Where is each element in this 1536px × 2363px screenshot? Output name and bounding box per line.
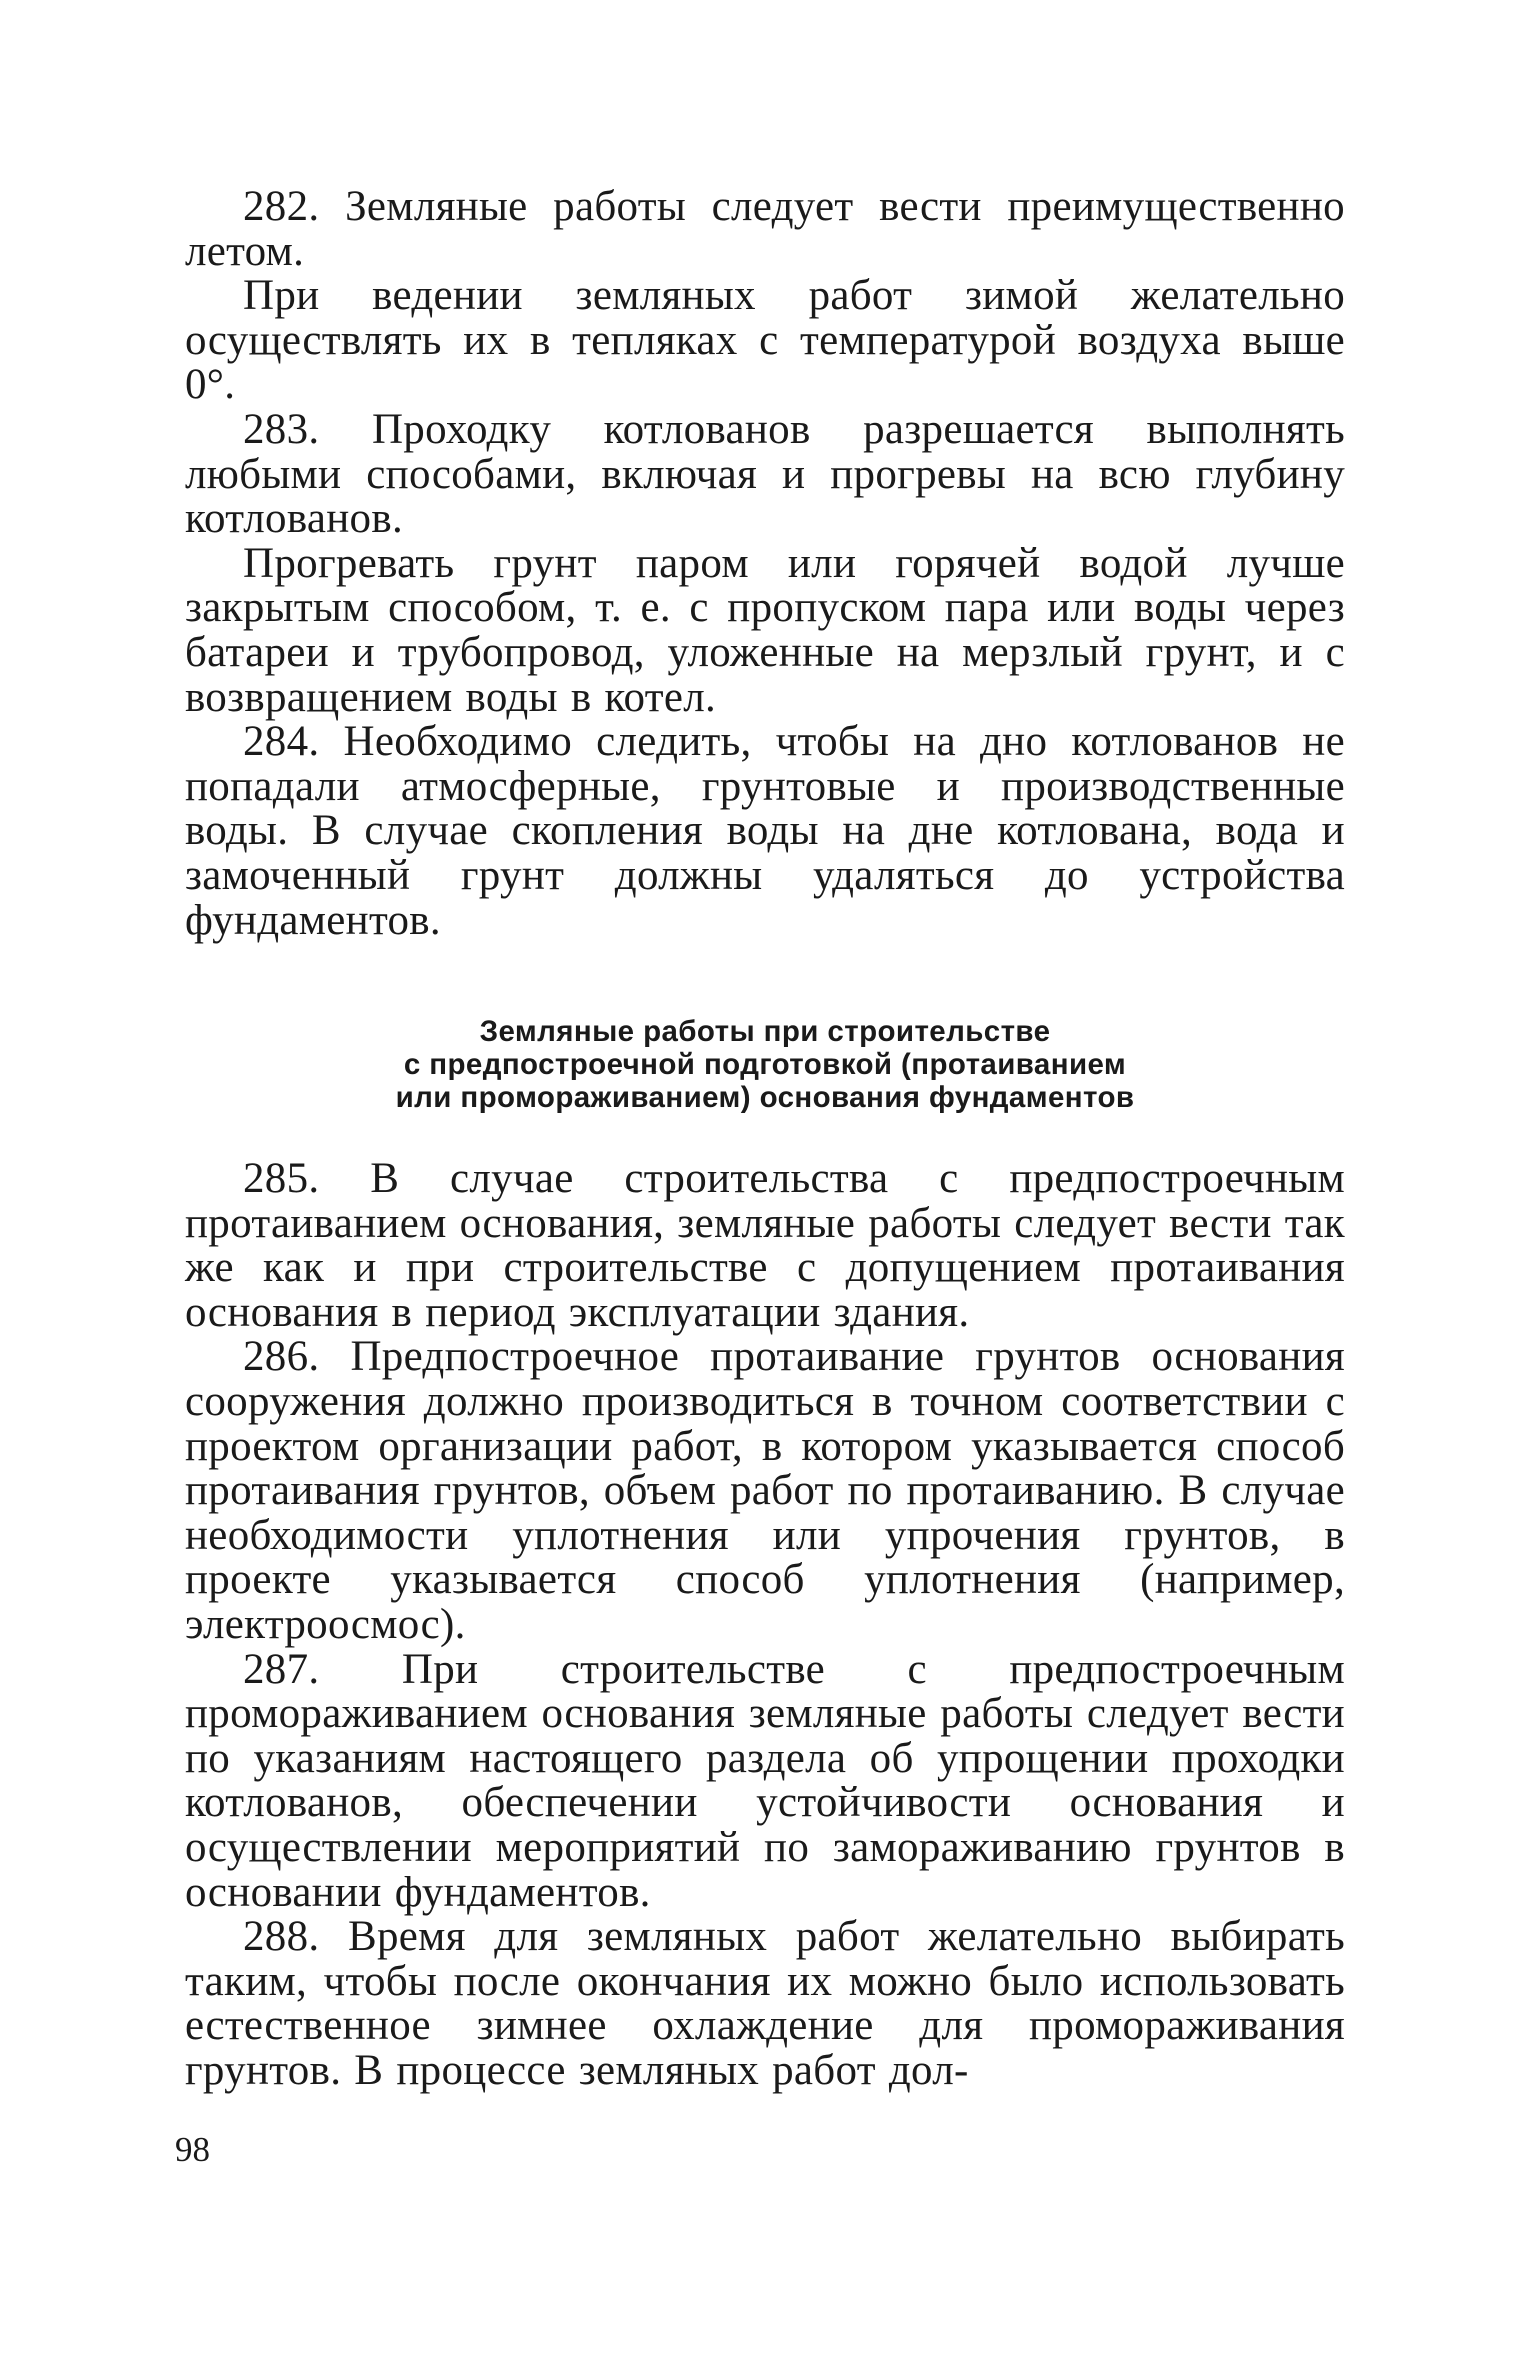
section-heading-line: с предпостроечной подготовкой (протаиванием — [403, 1048, 1127, 1082]
page-body — [185, 185, 1345, 2094]
paragraph-282: 282. Земляные работы следует вести преимущественно летом. — [185, 183, 1345, 275]
section-heading-line: Земляные работы при строительстве — [479, 1015, 1051, 1049]
paragraph-288: 288. Время для земляных работ желательно выбирать таким, чтобы после окончания их можно было использовать естественное зимнее охлаждение для промораживания грунтов. В процессе земляных работ дол- — [185, 1913, 1345, 2094]
section-heading-line: или промораживанием) основания фундаментов — [395, 1081, 1135, 1115]
paragraph-284: 284. Необходимо следить, чтобы на дно котлованов не попадали атмосферные, грунтовые и производственные воды. В случае скопления воды на дне котлована, вода и замоченный грунт должны удаляться до устройства фундаментов. — [185, 718, 1345, 944]
paragraph-286: 286. Предпостроечное протаивание грунтов основания сооружения должно производиться в точном соответствии с проектом организации работ, в котором указывается способ протаивания грунтов, объем работ по протаиванию. В случае необходимости уплотнения или упрочения грунтов, в проекте указывается способ уплотнения (например, электроосмос). — [185, 1333, 1345, 1649]
paragraph-282-winter: При ведении земляных работ зимой желательно осуществлять их в тепляках с температурой воздуха выше 0°. — [185, 272, 1345, 409]
section-heading — [185, 1015, 1345, 1114]
paragraph-285: 285. В случае строительства с предпостроечным протаиванием основания, земляные работы следует вести так же как и при строительстве с допущением протаивания основания в период эксплуатации здания. — [185, 1155, 1345, 1336]
page-number: 98 — [175, 2130, 210, 2169]
paragraph-283-heating: Прогревать грунт паром или горячей водой лучше закрытым способом, т. е. с пропуском пара или воды через батареи и трубопровод, уложенные на мерзлый грунт, и с возвращением воды в котел. — [185, 539, 1345, 721]
paragraph-283: 283. Проходку котлованов разрешается выполнять любыми способами, включая и прогревы на всю глубину котлованов. — [185, 405, 1345, 543]
paragraph-287: 287. При строительстве с предпостроечным промораживанием основания земляные работы следует вести по указаниям настоящего раздела об упрощении проходки котлованов, обеспечении устойчивости основания и осуществлении мероприятий по замораживанию грунтов в основании фундаментов. — [185, 1645, 1345, 1916]
